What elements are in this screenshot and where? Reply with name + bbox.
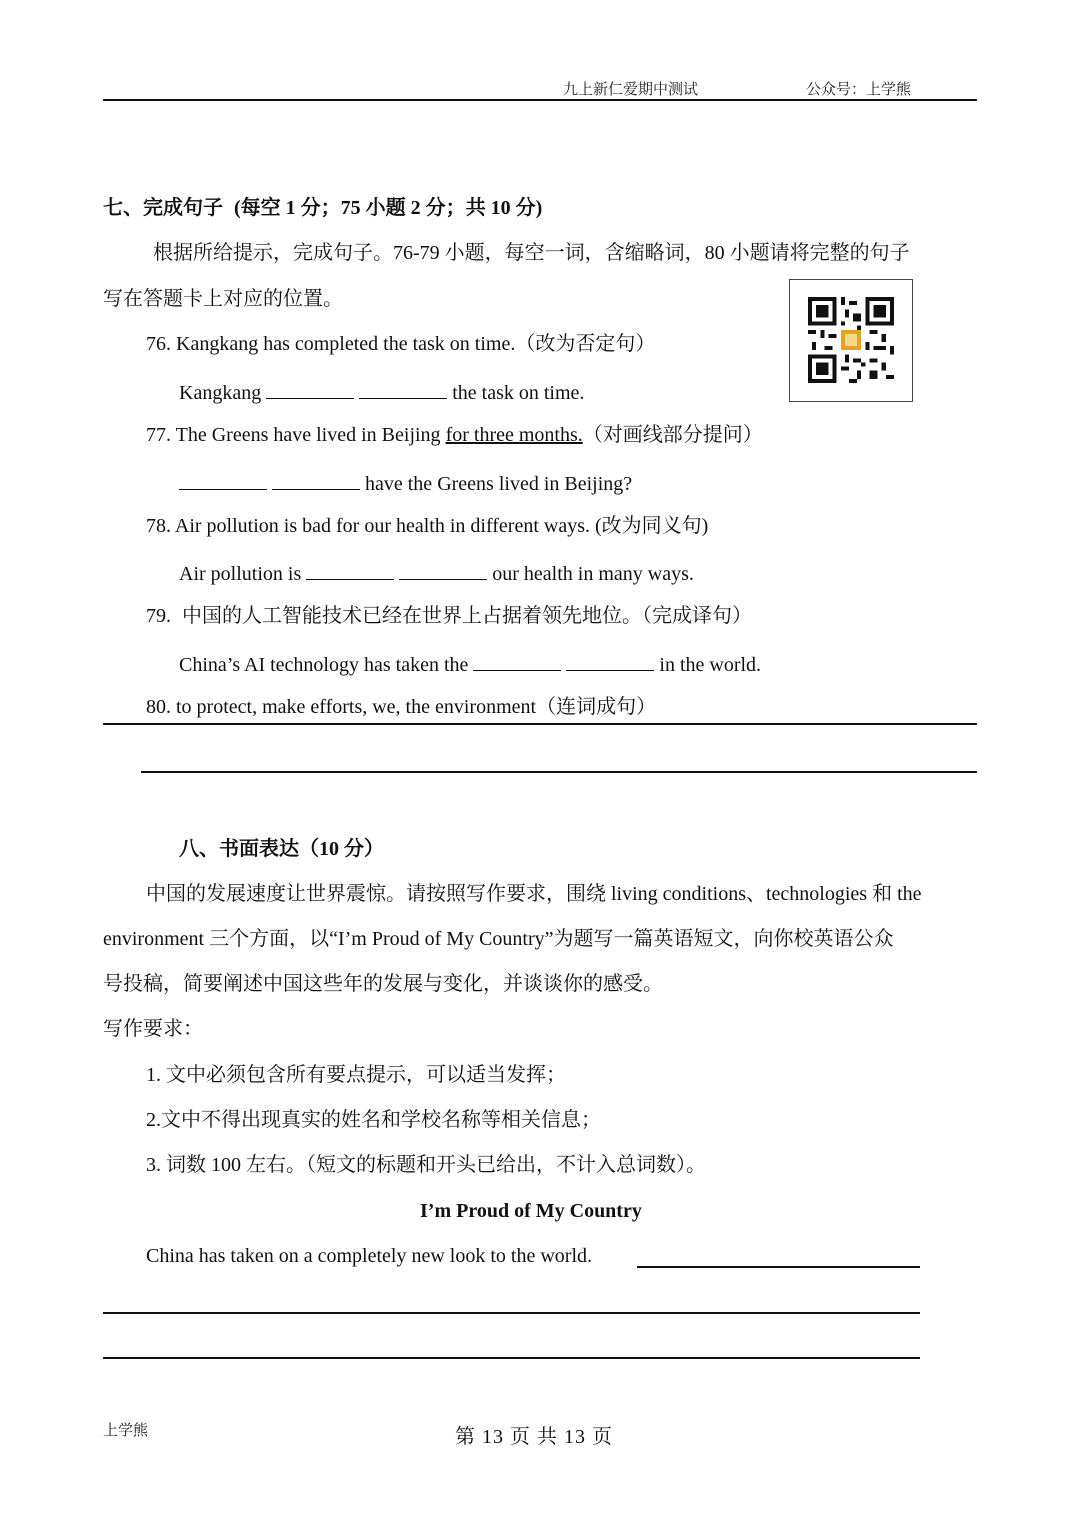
question-80	[146, 697, 656, 717]
answer-blank[interactable]	[359, 380, 447, 399]
essay-answer-line[interactable]	[103, 1312, 920, 1314]
essay-start: China has taken on a completely new look to the world.	[146, 1245, 593, 1267]
question-78	[146, 516, 708, 536]
essay-answer-line[interactable]	[637, 1266, 920, 1268]
a78-pre: Air pollution is	[179, 563, 302, 585]
answer-blank[interactable]	[306, 561, 394, 580]
answer-blank[interactable]	[399, 561, 487, 580]
essay-opening-line	[146, 1246, 592, 1266]
header-right: 公众号：上学熊	[806, 82, 912, 98]
answer-blank[interactable]	[473, 652, 561, 671]
answer-blank[interactable]	[266, 380, 354, 399]
page-number: 第 13 页 共 13 页	[455, 1426, 613, 1448]
answer-79	[179, 652, 761, 675]
section8-score: 10 分）	[319, 838, 384, 860]
section7-instruction-line1: 根据所给提示，完成句子。76-79 小题，每空一词，含缩略词，80 小题请将完整的句子	[153, 242, 910, 264]
section7-instruction-line2: 写在答题卡上对应的位置。	[103, 288, 343, 310]
q76-hint: （改为否定句）	[515, 333, 656, 355]
answer-77	[179, 471, 632, 494]
section8-paragraph-line2: environment 三个方面，以“I’m Proud of My Country”为题写一篇英语短文，向你校英语公众	[103, 928, 894, 950]
requirement-2: 2.文中不得出现真实的姓名和学校名称等相关信息；	[146, 1109, 601, 1131]
answer-blank[interactable]	[179, 471, 267, 490]
q78-hint: (改为同义句)	[595, 515, 709, 537]
section7-title: 七、完成句子	[103, 197, 223, 219]
a79-pre: China’s AI technology has taken the	[179, 654, 469, 676]
section8-paragraph-line1: 中国的发展速度让世界震惊。请按照写作要求，围绕 living conditions、technologies 和 the	[146, 883, 922, 905]
a76-post: the task on time.	[452, 382, 585, 404]
q77-hint: （对画线部分提问）	[582, 424, 763, 446]
a79-post: in the world.	[659, 654, 762, 676]
section7-score: (每空 1 分；75 小题 2 分；共 10 分)	[234, 197, 543, 219]
q76-text: 76. Kangkang has completed the task on time.	[146, 333, 516, 355]
q80-hint: （连词成句）	[536, 696, 657, 718]
answer-line-80[interactable]	[141, 771, 977, 773]
question-77	[146, 425, 763, 445]
section8-paragraph-line3: 号投稿，简要阐述中国这些年的发展与变化，并谈谈你的感受。	[103, 973, 663, 995]
header-left: 九上新仁爱期中测试	[563, 82, 699, 98]
question-79	[146, 606, 752, 626]
qr-code-icon	[789, 279, 913, 402]
answer-76	[179, 380, 584, 403]
a78-post: our health in many ways.	[492, 563, 694, 585]
answer-78	[179, 561, 694, 584]
q80-text: 80. to protect, make efforts, we, the environment	[146, 696, 537, 718]
header-rule	[103, 99, 977, 101]
section8-heading	[179, 839, 384, 859]
writing-requirements-title: 写作要求：	[103, 1018, 203, 1040]
a77-post: have the Greens lived in Beijing?	[365, 473, 633, 495]
section7-heading	[103, 198, 542, 218]
q79-number: 79.	[146, 605, 171, 627]
question-76	[146, 334, 655, 354]
section8-title: 八、书面表达（	[179, 838, 319, 860]
requirement-1: 1. 文中必须包含所有要点提示，可以适当发挥；	[146, 1064, 566, 1086]
a76-pre: Kangkang	[179, 382, 262, 404]
q77-text: 77. The Greens have lived in Beijing	[146, 424, 441, 446]
answer-line-80[interactable]	[103, 723, 977, 725]
answer-blank[interactable]	[566, 652, 654, 671]
q78-text: 78. Air pollution is bad for our health in different ways.	[146, 515, 590, 537]
q77-underlined-phrase: for three months.	[445, 424, 583, 446]
q79-hint: （完成译句）	[642, 605, 752, 627]
answer-blank[interactable]	[272, 471, 360, 490]
q79-text: 中国的人工智能技术已经在世界上占据着领先地位。	[182, 605, 642, 627]
essay-answer-line[interactable]	[103, 1357, 920, 1359]
footer-left: 上学熊	[103, 1423, 149, 1439]
essay-title: I’m Proud of My Country	[420, 1200, 642, 1222]
requirement-3: 3. 词数 100 左右。（短文的标题和开头已给出，不计入总词数）。	[146, 1154, 706, 1176]
